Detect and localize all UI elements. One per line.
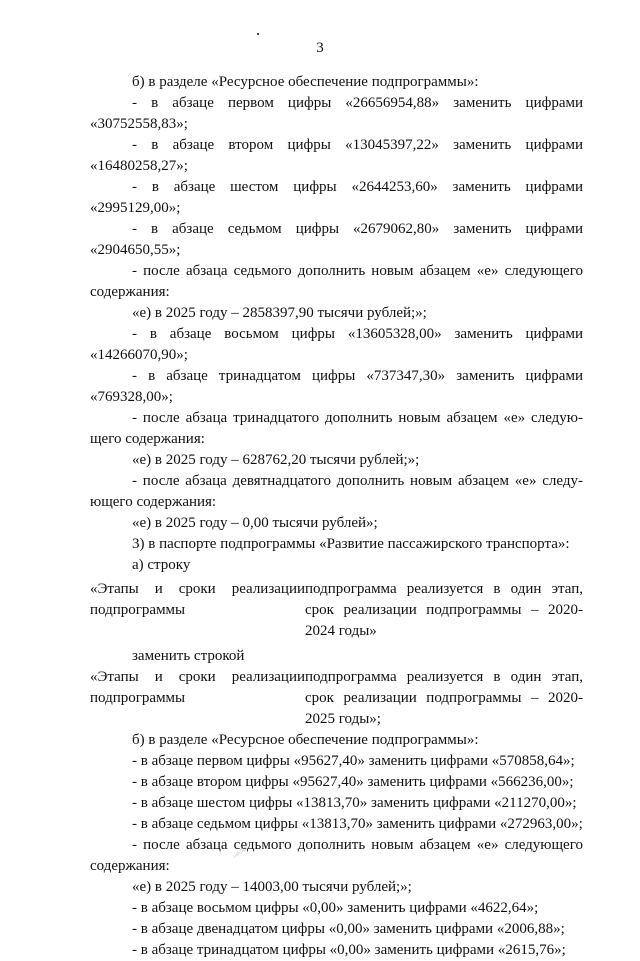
paragraph: б) в разделе «Ресурсное обеспечение подпрограммы»:: [132, 74, 479, 90]
paragraph: - в абзаце тринадцатом цифры «737347,30» заменить цифрами «769328,00»;: [90, 368, 583, 405]
paragraph: «е) в 2025 году – 14003,00 тысячи рублей;»;: [132, 879, 412, 895]
paragraph: - в абзаце шестом цифры «2644253,60» заменить цифрами «2995129,00»;: [90, 179, 583, 216]
old-row-left: «Этапы и сроки реализации подпрограммы: [90, 581, 305, 618]
pen-scribble-mark: [232, 840, 250, 862]
new-row-right: подпрограмма реализуется в один этап, срок реализации подпрограммы – 2020-2025 годы»;: [305, 669, 583, 727]
paragraph: - в абзаце втором цифры «95627,40» заменить цифрами «566236,00»;: [132, 774, 574, 790]
old-row-right: подпрограмма реализуется в один этап, срок реализации подпрограммы – 2020-2024 годы»: [305, 581, 583, 639]
paragraph: 3) в паспорте подпрограммы «Развитие пассажирского транспорта»:: [132, 536, 570, 552]
paragraph: - в абзаце втором цифры «13045397,22» заменить цифрами «16480258,27»;: [90, 137, 583, 174]
replace-label: заменить строкой: [132, 648, 245, 664]
paragraph: - после абзаца девятнадцатого дополнить новым абзацем «е» следу-ющего содержания:: [90, 473, 583, 510]
new-row: [90, 667, 583, 730]
paragraph: б) в разделе «Ресурсное обеспечение подпрограммы»:: [132, 732, 479, 748]
paragraph: «е) в 2025 году – 2858397,90 тысячи рублей;»;: [132, 305, 427, 321]
paragraph: - в абзаце первом цифры «95627,40» заменить цифрами «570858,64»;: [132, 753, 575, 769]
paragraph: - после абзаца седьмого дополнить новым абзацем «е» следующего содержания:: [90, 263, 583, 300]
paragraph: «е) в 2025 году – 628762,20 тысячи рублей;»;: [132, 452, 420, 468]
page-number: 3: [316, 40, 324, 56]
document-body: [90, 72, 583, 961]
new-row-left: «Этапы и сроки реализации подпрограммы: [90, 669, 305, 706]
scan-speck: [257, 33, 259, 35]
paragraph: - в абзаце тринадцатом цифры «0,00» заменить цифрами «2615,76»;: [132, 942, 566, 958]
paragraph: - в абзаце восьмом цифры «0,00» заменить цифрами «4622,64»;: [132, 900, 539, 916]
paragraph: - в абзаце двенадцатом цифры «0,00» заменить цифрами «2006,88»;: [132, 921, 565, 937]
paragraph: - в абзаце восьмом цифры «13605328,00» заменить цифрами «14266070,90»;: [90, 326, 583, 363]
paragraph: - в абзаце шестом цифры «13813,70» заменить цифрами «211270,00»;: [132, 795, 577, 811]
old-row: [90, 579, 583, 642]
paragraph: - в абзаце первом цифры «26656954,88» заменить цифрами «30752558,83»;: [90, 95, 583, 132]
paragraph: «е) в 2025 году – 0,00 тысячи рублей»;: [132, 515, 378, 531]
paragraph: а) строку: [132, 557, 191, 573]
paragraph: - после абзаца тринадцатого дополнить новым абзацем «е» следую-щего содержания:: [90, 410, 583, 447]
paragraph: - в абзаце седьмом цифры «13813,70» заменить цифрами «272963,00»;: [132, 816, 583, 832]
paragraph: - после абзаца седьмого дополнить новым абзацем «е» следующего содержания:: [90, 837, 583, 874]
paragraph: - в абзаце седьмом цифры «2679062,80» заменить цифрами «2904650,55»;: [90, 221, 583, 258]
